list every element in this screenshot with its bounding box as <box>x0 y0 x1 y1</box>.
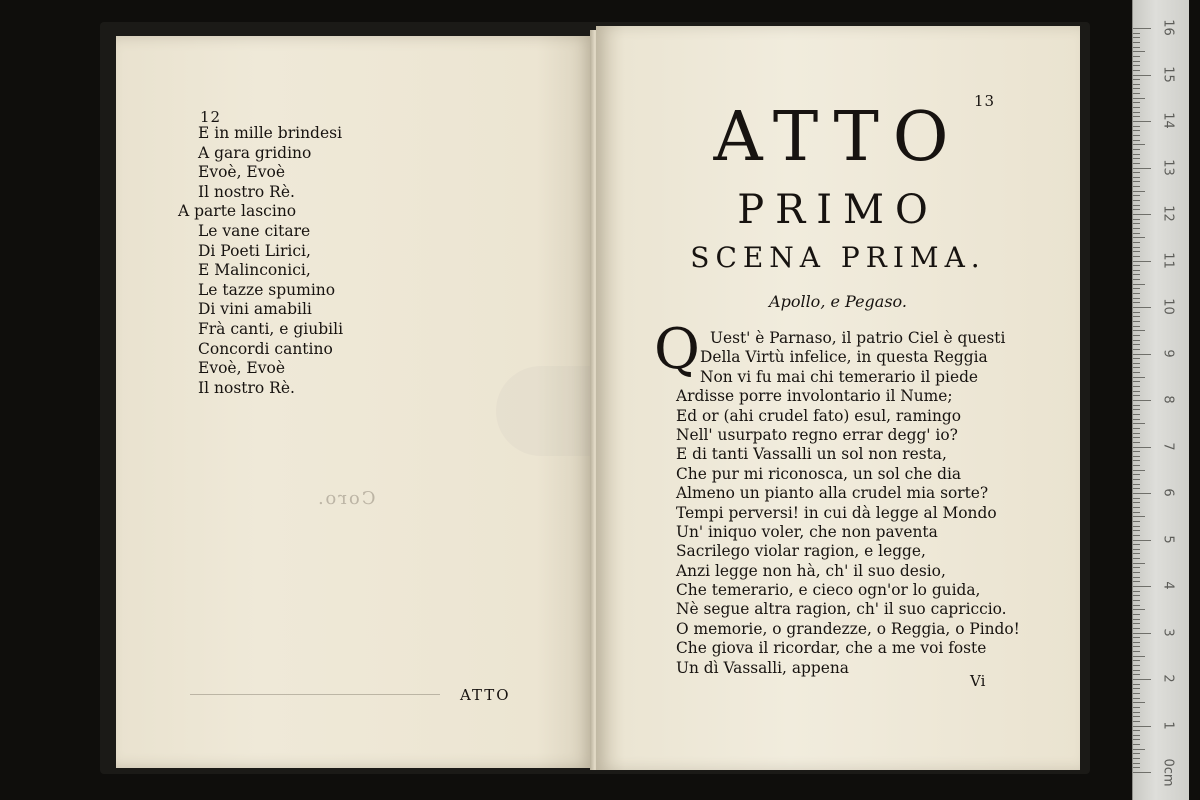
ruler-tick <box>1133 293 1140 294</box>
verse-line: Anzi legge non hà, ch' il suo desio, <box>676 561 946 580</box>
ruler-tick <box>1133 107 1140 108</box>
ruler-tick <box>1133 423 1145 424</box>
ruler-tick <box>1133 140 1140 141</box>
right-page <box>596 26 1080 770</box>
ruler-tick <box>1133 163 1140 164</box>
page-number-right: 13 <box>974 92 996 110</box>
left-verse-list <box>178 124 344 398</box>
ruler-tick <box>1133 242 1140 243</box>
ruler-tick <box>1133 558 1140 559</box>
ruler-tick <box>1133 102 1140 103</box>
ruler-tick <box>1133 609 1145 610</box>
ruler-number: 7 <box>1160 441 1176 451</box>
ruler-tick <box>1133 516 1145 517</box>
ruler-tick <box>1133 358 1140 359</box>
verse-line: A parte lascino <box>178 202 297 221</box>
ruler-tick <box>1133 335 1140 336</box>
ruler-tick <box>1133 605 1140 606</box>
ruler-tick <box>1133 442 1140 443</box>
verse-line: Le vane citare <box>198 221 311 240</box>
ruler-tick <box>1133 186 1140 187</box>
catchword-left: ATTO <box>460 686 511 704</box>
verse-line: Un' iniquo voler, che non paventa <box>676 522 938 541</box>
verse-line: Non vi fu mai chi temerario il piede <box>700 367 979 386</box>
scene-heading: SCENA PRIMA. <box>690 241 986 274</box>
verse-line: Che temerario, e cieco ogn'or lo guida, <box>676 581 981 600</box>
ruler-tick <box>1133 256 1140 257</box>
ruler-tick <box>1133 367 1140 368</box>
verse-line: Le tazze spumino <box>198 280 336 299</box>
ruler-tick <box>1133 381 1140 382</box>
ruler-tick <box>1133 744 1140 745</box>
ruler-number: 11 <box>1160 251 1176 269</box>
ruler-number: 0cm <box>1160 758 1176 787</box>
ruler-tick <box>1133 512 1140 513</box>
ruler-tick <box>1133 33 1140 34</box>
ruler-tick <box>1133 130 1140 131</box>
ruler-number: 3 <box>1160 627 1176 637</box>
ruler-tick <box>1133 684 1140 685</box>
ruler-tick <box>1133 553 1140 554</box>
ruler-tick <box>1133 447 1151 448</box>
ruler-tick <box>1133 577 1140 578</box>
verse-line: Che pur mi riconosca, un sol che dia <box>676 464 962 483</box>
ruler-number: 1 <box>1160 720 1176 730</box>
ruler-tick <box>1133 47 1140 48</box>
ruler-tick <box>1133 707 1140 708</box>
ruler-tick <box>1133 595 1140 596</box>
ruler-number: 9 <box>1160 348 1176 358</box>
ruler-tick <box>1133 419 1140 420</box>
ruler-tick <box>1133 209 1140 210</box>
ruler-tick <box>1133 488 1140 489</box>
ruler-tick <box>1133 646 1140 647</box>
ruler-tick <box>1133 247 1140 248</box>
ruler-tick <box>1133 665 1140 666</box>
ruler-tick <box>1133 88 1140 89</box>
verse-line: E di tanti Vassalli un sol non resta, <box>676 445 947 464</box>
ruler-tick <box>1133 391 1140 392</box>
ruler-tick <box>1133 549 1140 550</box>
ruler-tick <box>1133 405 1140 406</box>
ruler-tick <box>1133 181 1140 182</box>
ruler-tick <box>1133 116 1140 117</box>
verse-line: E in mille brindesi <box>198 124 343 142</box>
ruler-tick <box>1133 526 1140 527</box>
ruler-tick <box>1133 298 1140 299</box>
right-verse-list <box>676 329 1020 678</box>
ruler-tick <box>1133 474 1140 475</box>
ruler-tick <box>1133 172 1140 173</box>
ruler-tick <box>1133 42 1140 43</box>
ruler-tick <box>1133 214 1151 215</box>
verse-line: Un dì Vassalli, appena <box>676 658 849 677</box>
ruler-tick <box>1133 135 1140 136</box>
ruler-number: 15 <box>1160 65 1176 83</box>
ruler-tick <box>1133 628 1140 629</box>
ruler-tick <box>1133 219 1140 220</box>
ruler-number: 6 <box>1160 488 1176 497</box>
verse-line: Ardisse porre involontario il Nume; <box>676 387 953 406</box>
ruler-tick <box>1133 712 1140 713</box>
ruler-tick <box>1133 274 1140 275</box>
ruler-tick <box>1133 656 1145 657</box>
ruler-tick <box>1133 739 1140 740</box>
ruler-tick <box>1133 544 1140 545</box>
ruler-tick <box>1133 377 1145 378</box>
ruler-number: 5 <box>1160 534 1176 544</box>
drop-cap: Q <box>654 317 700 382</box>
ruler-tick <box>1133 37 1140 38</box>
ruler-tick <box>1133 726 1151 727</box>
ruler-tick <box>1133 200 1140 201</box>
ruler-tick <box>1133 633 1151 634</box>
verse-line: Evoè, Evoè <box>198 163 286 182</box>
ruler-tick <box>1133 688 1140 689</box>
ruler-tick <box>1133 112 1140 113</box>
verse-line: E Malinconici, <box>198 261 311 280</box>
ruler-tick <box>1133 535 1140 536</box>
ruler-tick <box>1133 572 1140 573</box>
ruler-tick <box>1133 312 1140 313</box>
ruler-tick <box>1133 65 1140 66</box>
ruler-tick <box>1133 363 1140 364</box>
ruler-tick <box>1133 98 1145 99</box>
ruler-tick <box>1133 414 1140 415</box>
ruler-tick <box>1133 567 1140 568</box>
ruler-number: 12 <box>1160 205 1176 222</box>
verse-line: Di Poeti Lirici, <box>198 241 311 260</box>
ruler-tick <box>1133 84 1140 85</box>
measurement-ruler <box>1132 0 1189 800</box>
ruler-tick <box>1133 330 1145 331</box>
ruler-tick <box>1133 61 1140 62</box>
ruler-tick <box>1133 693 1140 694</box>
page-number-left: 12 <box>200 108 222 126</box>
footer-rule <box>190 694 440 695</box>
ruler-tick <box>1133 93 1140 94</box>
verse-line: Il nostro Rè. <box>198 378 295 397</box>
ruler-tick <box>1133 28 1151 29</box>
verse-line: Ed or (ahi crudel fato) esul, ramingo <box>676 406 961 425</box>
ruler-tick <box>1133 372 1140 373</box>
ruler-tick <box>1133 395 1140 396</box>
ruler-tick <box>1133 660 1140 661</box>
ruler-tick <box>1133 195 1140 196</box>
ruler-number: 2 <box>1160 674 1176 683</box>
verse-line: Frà canti, e giubili <box>198 319 344 338</box>
ruler-tick <box>1133 651 1140 652</box>
ruler-tick <box>1133 530 1140 531</box>
ruler-tick <box>1133 433 1140 434</box>
ruler-tick <box>1133 702 1145 703</box>
ruler-tick <box>1133 205 1140 206</box>
ruler-tick <box>1133 679 1151 680</box>
ruler-tick <box>1133 400 1151 401</box>
left-page <box>116 36 594 768</box>
ruler-tick <box>1133 749 1145 750</box>
verse-line: Almeno un pianto alla crudel mia sorte? <box>676 484 989 503</box>
verse-line: Nell' usurpato regno errar degg' io? <box>676 425 958 444</box>
ruler-tick <box>1133 479 1140 480</box>
ruler-tick <box>1133 75 1151 76</box>
ruler-tick <box>1133 326 1140 327</box>
ruler-tick <box>1133 344 1140 345</box>
verse-line: Di vini amabili <box>198 300 312 319</box>
ruler-tick <box>1133 623 1140 624</box>
ruler-number: 14 <box>1160 112 1176 129</box>
bleed-through-heading: Coro. <box>316 488 376 509</box>
ruler-tick <box>1133 79 1140 80</box>
ruler-tick <box>1133 540 1151 541</box>
ruler-tick <box>1133 223 1140 224</box>
ruler-tick <box>1133 470 1145 471</box>
ruler-tick <box>1133 600 1140 601</box>
ruler-tick <box>1133 126 1140 127</box>
verse-line: Evoè, Evoè <box>198 359 286 378</box>
ruler-tick <box>1133 502 1140 503</box>
verse-line: Della Virtù infelice, in questa Reggia <box>700 348 988 367</box>
ruler-tick <box>1133 177 1140 178</box>
ruler-tick <box>1133 428 1140 429</box>
ruler-tick <box>1133 316 1140 317</box>
ruler-tick <box>1133 591 1140 592</box>
ruler-tick <box>1133 484 1140 485</box>
verse-line: Tempi perversi! in cui dà legge al Mondo <box>676 503 997 522</box>
ruler-tick <box>1133 730 1140 731</box>
ruler-tick <box>1133 614 1140 615</box>
ruler-tick <box>1133 386 1140 387</box>
scene-characters: Apollo, e Pegaso. <box>769 292 907 311</box>
ruler-tick <box>1133 670 1140 671</box>
ruler-tick <box>1133 521 1140 522</box>
ruler-tick <box>1133 735 1140 736</box>
ruler-tick <box>1133 233 1140 234</box>
act-number: PRIMO <box>737 187 939 233</box>
ruler-tick <box>1133 354 1151 355</box>
ruler-tick <box>1133 767 1140 768</box>
ruler-tick <box>1133 581 1140 582</box>
act-title: ATTO <box>713 98 963 177</box>
ruler-tick <box>1133 149 1140 150</box>
ruler-tick <box>1133 168 1151 169</box>
ruler-tick <box>1133 191 1145 192</box>
ruler-tick <box>1133 698 1140 699</box>
ruler-tick <box>1133 465 1140 466</box>
verse-line: Nè segue altra ragion, ch' il suo capriccio. <box>676 600 1007 619</box>
ruler-tick <box>1133 70 1140 71</box>
ruler-tick <box>1133 279 1140 280</box>
ruler-tick <box>1133 451 1140 452</box>
ruler-tick <box>1133 158 1140 159</box>
ruler-tick <box>1133 340 1140 341</box>
ruler-tick <box>1133 302 1140 303</box>
catchword-right: Vi <box>970 672 986 690</box>
ruler-tick <box>1133 144 1145 145</box>
ruler-tick <box>1133 586 1151 587</box>
verse-line: Che giova il ricordar, che a me voi foste <box>676 639 987 658</box>
ruler-tick <box>1133 721 1140 722</box>
ruler-tick <box>1133 307 1151 308</box>
ruler-tick <box>1133 321 1140 322</box>
ruler-tick <box>1133 772 1151 773</box>
ruler-number: 10 <box>1160 298 1176 315</box>
ruler-tick <box>1133 763 1140 764</box>
ruler-number: 13 <box>1160 158 1176 176</box>
ruler-tick <box>1133 409 1140 410</box>
ruler-number: 16 <box>1160 19 1176 36</box>
ruler-tick <box>1133 349 1140 350</box>
ruler-tick <box>1133 121 1151 122</box>
ruler-number: 8 <box>1160 395 1176 404</box>
ruler-tick <box>1133 154 1140 155</box>
ruler-tick <box>1133 456 1140 457</box>
ruler-tick <box>1133 507 1140 508</box>
ruler-tick <box>1133 716 1140 717</box>
ruler-tick <box>1133 288 1140 289</box>
verse-line: Uest' è Parnaso, il patrio Ciel è questi <box>710 329 1006 347</box>
ruler-number: 4 <box>1160 581 1176 590</box>
ruler-tick <box>1133 674 1140 675</box>
ruler-tick <box>1133 51 1145 52</box>
ruler-tick <box>1133 619 1140 620</box>
verse-line: Concordi cantino <box>198 339 333 358</box>
verse-line: O memorie, o grandezze, o Reggia, o Pindo! <box>676 619 1020 638</box>
ruler-tick <box>1133 493 1151 494</box>
ruler-tick <box>1133 637 1140 638</box>
ruler-tick <box>1133 56 1140 57</box>
ruler-tick <box>1133 460 1140 461</box>
ruler-tick <box>1133 237 1145 238</box>
ruler-tick <box>1133 251 1140 252</box>
ruler-tick <box>1133 753 1140 754</box>
verse-line: Sacrilego violar ragion, e legge, <box>676 542 926 561</box>
ruler-tick <box>1133 284 1145 285</box>
ruler-tick <box>1133 228 1140 229</box>
verse-line: A gara gridino <box>198 143 312 162</box>
ruler-tick <box>1133 498 1140 499</box>
ruler-tick <box>1133 261 1151 262</box>
ruler-tick <box>1133 437 1140 438</box>
ruler-tick <box>1133 642 1140 643</box>
ruler-tick <box>1133 758 1140 759</box>
ruler-tick <box>1133 270 1140 271</box>
verse-line: Il nostro Rè. <box>198 182 295 201</box>
ruler-tick <box>1133 265 1140 266</box>
ruler-tick <box>1133 563 1145 564</box>
